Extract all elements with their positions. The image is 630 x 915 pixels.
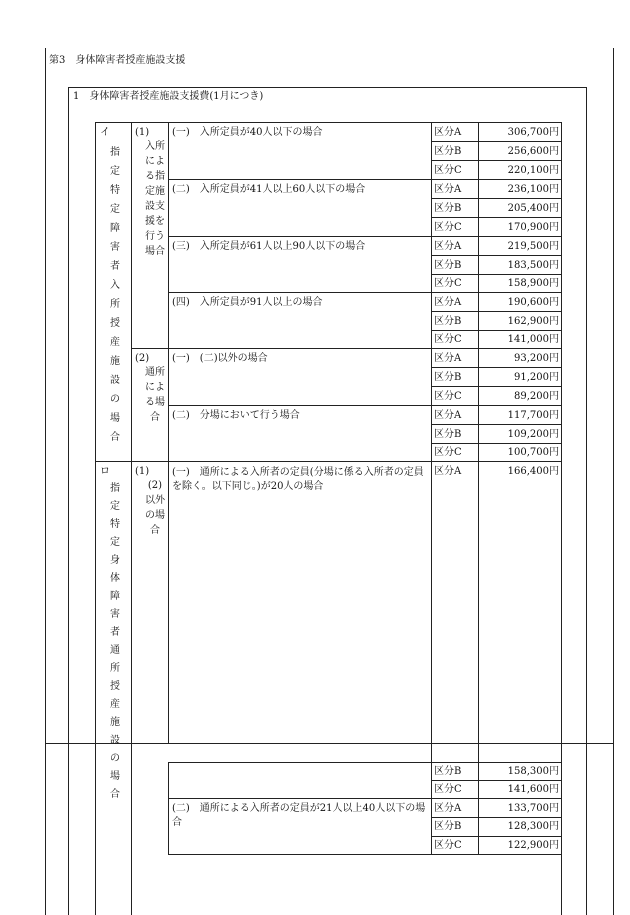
group-i-heading: 指定特定障害者入所授産施設の場合 <box>110 147 120 443</box>
amt: 109,200円 <box>507 429 559 440</box>
cls: 区分C <box>434 447 462 458</box>
row-line <box>431 367 561 368</box>
cls: 区分C <box>434 784 462 795</box>
amt: 306,700円 <box>507 127 559 138</box>
col-sub <box>131 122 132 743</box>
cls: 区分A <box>434 353 462 364</box>
tbl-top <box>95 122 561 123</box>
cls: 区分C <box>434 165 462 176</box>
amt: 158,300円 <box>507 766 559 777</box>
cls: 区分B <box>434 316 462 327</box>
amt: 190,600円 <box>507 297 559 308</box>
amt: 89,200円 <box>514 391 559 402</box>
row-line <box>431 198 561 199</box>
amt: 166,400円 <box>507 466 559 477</box>
col-amt <box>478 122 479 743</box>
row-line <box>168 292 561 293</box>
amt: 117,700円 <box>507 410 559 421</box>
item-i-5: (一) (二)以外の場合 <box>172 353 268 364</box>
cls: 区分A <box>434 410 462 421</box>
cls: 区分C <box>434 391 462 402</box>
row-line <box>168 236 561 237</box>
row-line <box>431 255 561 256</box>
row-line <box>431 311 561 312</box>
amt: 91,200円 <box>514 372 559 383</box>
row-line <box>168 179 561 180</box>
row-line <box>431 386 561 387</box>
item-i-2: (二) 入所定員が41人以上60人以下の場合 <box>172 184 366 195</box>
amt: 158,900円 <box>507 278 559 289</box>
cls: 区分A <box>434 127 462 138</box>
cls: 区分B <box>434 766 462 777</box>
amt: 128,300円 <box>507 821 559 832</box>
tbl-right <box>561 122 562 743</box>
cls: 区分B <box>434 203 462 214</box>
group-ro-heading: 指定特定身体障害者通所授産施設の場合 <box>110 483 120 800</box>
row-line <box>431 780 561 781</box>
cls: 区分B <box>434 146 462 157</box>
box-right <box>586 87 587 915</box>
break-col <box>561 743 562 915</box>
amt: 93,200円 <box>514 353 559 364</box>
row-line <box>131 348 561 349</box>
amt: 133,700円 <box>507 803 559 814</box>
frame-left <box>45 48 46 915</box>
row-line <box>431 274 561 275</box>
section-title: 第3 身体障害者授産施設支援 <box>49 55 186 66</box>
cls: 区分B <box>434 372 462 383</box>
group-divider <box>95 461 561 462</box>
break-col <box>95 743 96 915</box>
tbl-left <box>95 122 96 743</box>
group-ro-item1: (一) 通所による入所者の定員(分場に係る入所者の定員を除く。以下同じ。)が20人の場合 <box>172 467 424 492</box>
amt: 205,400円 <box>507 203 559 214</box>
amt: 219,500円 <box>507 241 559 252</box>
item-i-1: (一) 入所定員が40人以下の場合 <box>172 127 323 138</box>
cls: 区分B <box>434 429 462 440</box>
cls: 区分C <box>434 334 462 345</box>
row-line <box>431 160 561 161</box>
row-line <box>168 798 561 799</box>
row-line <box>431 330 561 331</box>
amt: 183,500円 <box>507 260 559 271</box>
cls: 区分A <box>434 803 462 814</box>
group-ro-sub1-text: (2)以外の場合 <box>145 480 165 536</box>
item-i-4: (四) 入所定員が91人以上の場合 <box>172 297 323 308</box>
amt: 141,600円 <box>507 784 559 795</box>
item-i-3: (三) 入所定員が61人以上90人以下の場合 <box>172 241 366 252</box>
col-item <box>168 122 169 743</box>
group-i-sub1-text: 入所による指定施設支援を行う場合 <box>145 141 165 257</box>
frame-right <box>613 48 614 915</box>
group-ro-item2: (二) 通所による入所者の定員が21人以上40人以下の場合 <box>172 803 426 828</box>
cls: 区分C <box>434 840 462 851</box>
group-ro-sub1-label: (1) <box>135 466 150 477</box>
amt: 256,600円 <box>507 146 559 157</box>
row-line <box>431 762 561 763</box>
cls: 区分C <box>434 278 462 289</box>
row-line <box>431 817 561 818</box>
item-i-6: (二) 分場において行う場合 <box>172 410 300 421</box>
break-col <box>168 762 169 854</box>
amt: 100,700円 <box>507 447 559 458</box>
group-i-sub2-label: (2) <box>135 353 150 364</box>
amt: 170,900円 <box>507 222 559 233</box>
row-line <box>431 141 561 142</box>
row-line <box>168 405 561 406</box>
amt: 236,100円 <box>507 184 559 195</box>
row-line <box>168 854 561 855</box>
col-cls <box>431 122 432 743</box>
break-col <box>131 743 132 915</box>
box-left <box>68 87 69 915</box>
cls: 区分A <box>434 184 462 195</box>
cls: 区分A <box>434 241 462 252</box>
row-line <box>431 836 561 837</box>
group-ro-label: ロ <box>100 466 110 477</box>
amt: 220,100円 <box>507 165 559 176</box>
row-line <box>431 217 561 218</box>
row-line <box>431 443 561 444</box>
cls: 区分A <box>434 297 462 308</box>
group-i-sub1-label: (1) <box>135 127 150 138</box>
subsection-title: 1 身体障害者授産施設支援費(1月につき) <box>73 91 264 102</box>
group-i-label: イ <box>100 127 110 138</box>
group-i-sub2-text: 通所による場合 <box>145 367 165 423</box>
amt: 162,900円 <box>507 316 559 327</box>
cls: 区分B <box>434 821 462 832</box>
cls: 区分B <box>434 260 462 271</box>
amt: 122,900円 <box>507 840 559 851</box>
row-line <box>168 762 431 763</box>
box-top <box>68 87 586 88</box>
amt: 141,000円 <box>507 334 559 345</box>
cls: 区分C <box>434 222 462 233</box>
cls: 区分A <box>434 466 462 477</box>
row-line <box>431 424 561 425</box>
